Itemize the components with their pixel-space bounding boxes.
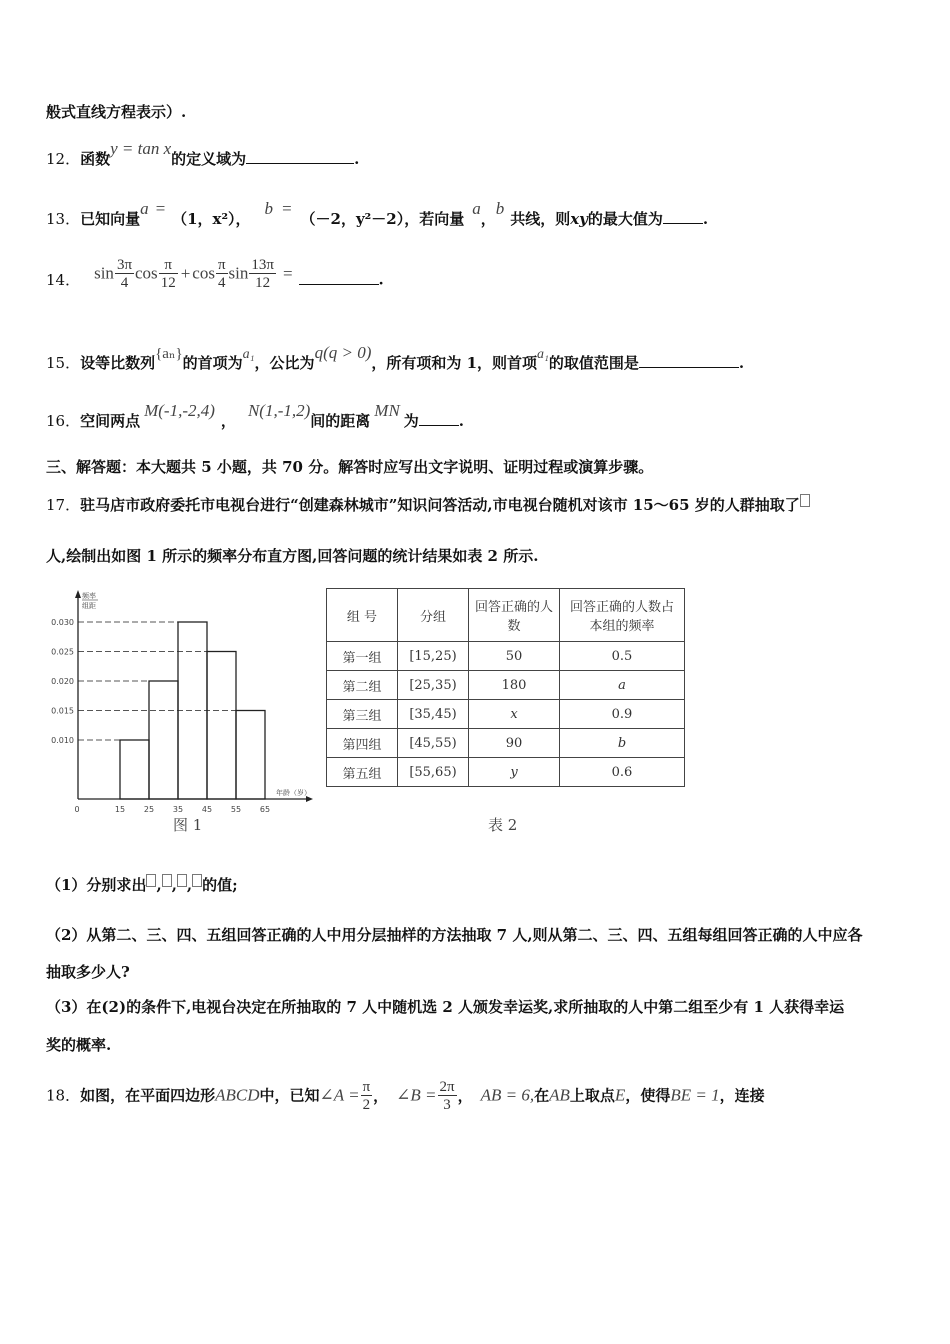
part-1-text2: 的值; <box>202 876 238 894</box>
x-tick-label: 45 <box>201 805 213 814</box>
histogram-bar <box>236 711 265 800</box>
placeholder-box-icon <box>192 874 202 887</box>
q18-frac-A: $\frac{\pi}{2}$ <box>362 1079 371 1113</box>
q14-eq: = <box>282 263 293 283</box>
table-cell: x <box>469 700 560 729</box>
q18-text3: 在 <box>534 1086 550 1105</box>
question-16 <box>46 401 465 431</box>
q13-eq2: = <box>281 199 293 218</box>
q18-angle-B: ∠B = <box>396 1085 437 1105</box>
table-header-cell: 分组 <box>398 589 469 642</box>
q12-text: 函数 <box>80 150 111 168</box>
table-cell: 第三组 <box>327 700 398 729</box>
q18-text1: 如图，在平面四边形 <box>80 1086 216 1105</box>
q18-AB2: AB <box>549 1085 570 1105</box>
q15-text2: 的首项为 <box>182 354 243 372</box>
y-axis-label-top: 频率 <box>82 592 96 600</box>
placeholder-box-icon <box>177 874 187 887</box>
q18-comma2: ， <box>457 1086 473 1105</box>
table-2-caption: 表 2 <box>488 816 518 834</box>
histogram-bar <box>149 681 178 799</box>
q13-text4: 共线，则 <box>510 210 571 228</box>
q13-period: . <box>702 210 709 228</box>
q14-sin1: sin <box>94 263 114 283</box>
q18-text4: 上取点 <box>569 1086 615 1105</box>
table-header-cell: 回答正确的人数占本组的频率 <box>560 589 685 642</box>
q13-vector-a2: a <box>472 199 481 218</box>
q18-text5: ，使得 <box>625 1086 671 1105</box>
table-cell: [35,45) <box>398 700 469 729</box>
table-cell: b <box>560 729 685 758</box>
part-3-line1: （3）在(2)的条件下,电视台决定在所抽取的 7 人中随机选 2 人颁发幸运奖,求所抽取的人中第二组至少有 1 人获得幸运 <box>46 998 845 1016</box>
table-cell: y <box>469 758 560 787</box>
y-axis-arrow-icon <box>75 590 81 598</box>
figure-1-caption: 图 1 <box>173 816 203 834</box>
q18-ABCD: ABCD <box>215 1085 260 1105</box>
q12-number: 12． <box>46 150 81 168</box>
table-cell: 第四组 <box>327 729 398 758</box>
q15-text4: ，所有项和为 1，则首项 <box>371 354 538 372</box>
table-header-cell: 回答正确的人数 <box>469 589 560 642</box>
q13-comma: ， <box>480 210 496 228</box>
y-tick-label: 0.015 <box>51 706 74 716</box>
text-line-top: 般式直线方程表示）. <box>46 103 187 121</box>
q16-text1: 空间两点 <box>80 412 141 430</box>
q16-blank[interactable] <box>419 411 459 426</box>
q15-text5: 的取值范围是 <box>548 354 639 372</box>
x-tick-label: 55 <box>230 805 242 814</box>
y-tick-label: 0.010 <box>51 736 74 745</box>
q14-blank[interactable] <box>299 270 379 285</box>
q13-number: 13． <box>46 210 81 228</box>
q17-text1: 驻马店市政府委托市电视台进行“创建森林城市”知识问答活动,市电视台随机对该市 15～65 岁的人群抽取了 <box>80 496 800 514</box>
q18-number: 18． <box>46 1086 81 1105</box>
x-tick-label: 0 <box>74 805 80 814</box>
table-cell: 第二组 <box>327 671 398 700</box>
section-3-heading: 三、解答题：本大题共 5 小题，共 70 分。解答时应写出文字说明、证明过程或演算步骤。 <box>46 458 654 476</box>
q16-period: . <box>458 412 465 430</box>
q12-math: y = tan x <box>110 139 172 158</box>
table-row <box>327 700 685 729</box>
table-cell: [15,25) <box>398 642 469 671</box>
q14-number: 14． <box>46 270 81 289</box>
q13-text5: 的最大值为 <box>587 210 663 228</box>
table-cell: 0.9 <box>560 700 685 729</box>
x-tick-label: 35 <box>172 805 184 814</box>
table-row <box>327 642 685 671</box>
q14-frac1: $\frac{3\pi}{4}$ <box>116 257 133 291</box>
q15-seq: {aₙ} <box>155 346 183 362</box>
part-3-line2: 奖的概率. <box>46 1036 112 1054</box>
q16-MN: MN <box>374 401 400 420</box>
table-row <box>327 671 685 700</box>
table-cell: 90 <box>469 729 560 758</box>
y-axis-label-bottom: 组距 <box>82 602 96 610</box>
part-1-text: （1）分别求出 <box>46 876 147 894</box>
question-14 <box>46 258 384 291</box>
q12-blank[interactable] <box>246 149 354 164</box>
q14-cos1: cos <box>135 263 158 283</box>
y-tick-label: 0.030 <box>51 618 74 627</box>
part-1: （1）分别求出 , , , 的值; <box>46 876 238 894</box>
question-18 <box>46 1080 765 1113</box>
table-cell: 第五组 <box>327 758 398 787</box>
q15-a1: a₁ <box>242 347 255 362</box>
q18-comma1: ， <box>373 1086 389 1105</box>
q13-eq1: = <box>154 199 167 218</box>
q13-text3: （－2，y²－2），若向量 <box>300 210 465 228</box>
x-tick-label: 65 <box>259 805 271 814</box>
table-cell: [55,65) <box>398 758 469 787</box>
q13-vector-b: b <box>264 199 274 218</box>
q13-xy: xy <box>570 210 588 228</box>
q15-period: . <box>738 354 745 372</box>
q14-plus: + <box>180 263 191 283</box>
q18-text2: 中，已知 <box>259 1086 320 1105</box>
q15-q: q(q > 0) <box>314 343 372 362</box>
q15-text3: ，公比为 <box>254 354 315 372</box>
statistics-table <box>326 588 685 787</box>
table-row <box>327 758 685 787</box>
question-15 <box>46 343 745 373</box>
q18-AB: AB = 6, <box>480 1085 535 1105</box>
question-13 <box>46 199 709 229</box>
histogram-bar <box>207 652 236 800</box>
question-17-line2: 人,绘制出如图 1 所示的频率分布直方图,回答问题的统计结果如表 2 所示. <box>46 547 539 565</box>
placeholder-box-icon <box>162 874 172 887</box>
histogram-bar <box>120 740 149 799</box>
table-header-cell: 组 号 <box>327 589 398 642</box>
q12-text2: 的定义域为 <box>171 150 247 168</box>
q15-blank[interactable] <box>639 353 739 368</box>
table-cell: [45,55) <box>398 729 469 758</box>
q13-vector-b2: b <box>495 199 505 218</box>
q18-angle-A: ∠A = <box>319 1085 360 1105</box>
table-cell: a <box>560 671 685 700</box>
q13-text2: （1，x²）， <box>172 210 251 228</box>
table-header-row <box>327 589 685 642</box>
q14-period: . <box>378 270 384 289</box>
x-tick-label: 15 <box>114 805 126 814</box>
q16-N: N(1,-1,2) <box>247 401 311 420</box>
question-17-line1 <box>46 494 810 515</box>
q15-a1-2: a₁ <box>537 347 549 362</box>
q16-number: 16． <box>46 412 81 430</box>
q14-frac3: $\frac{\pi}{4}$ <box>217 257 226 291</box>
part-2-line1: （2）从第二、三、四、五组回答正确的人中用分层抽样的方法抽取 7 人,则从第二、三、四、五组每组回答正确的人中应各 <box>46 926 863 944</box>
x-axis-label: 年龄（岁） <box>276 789 311 797</box>
q18-E: E <box>614 1085 626 1105</box>
q13-blank[interactable] <box>663 209 703 224</box>
placeholder-box-icon <box>146 874 156 887</box>
q14-sin2: sin <box>228 263 249 283</box>
q13-text1: 已知向量 <box>80 210 141 228</box>
q14-frac2: $\frac{\pi}{12}$ <box>160 257 176 291</box>
q16-text3: 为 <box>403 412 419 430</box>
y-tick-label: 0.020 <box>51 677 74 686</box>
table-cell: 0.6 <box>560 758 685 787</box>
q13-vector-a: a <box>140 199 149 218</box>
q15-text1: 设等比数列 <box>80 354 156 372</box>
table-cell: 0.5 <box>560 642 685 671</box>
frequency-histogram <box>48 584 318 836</box>
table-cell: 第一组 <box>327 642 398 671</box>
q16-text2: 间的距离 <box>310 412 371 430</box>
q16-M: M(-1,-2,4) <box>144 401 215 420</box>
x-tick-label: 25 <box>143 805 155 814</box>
part-2-line2: 抽取多少人? <box>46 963 130 981</box>
q16-comma: ， <box>220 412 236 430</box>
q18-BE: BE = 1 <box>670 1085 720 1105</box>
q14-cos2: cos <box>192 263 215 283</box>
table-cell: 50 <box>469 642 560 671</box>
q17-number: 17． <box>46 496 81 514</box>
question-12 <box>46 139 360 169</box>
q12-period: . <box>354 150 360 168</box>
table-cell: [25,35) <box>398 671 469 700</box>
q18-frac-B: $\frac{2\pi}{3}$ <box>439 1079 455 1113</box>
q15-number: 15． <box>46 354 81 372</box>
placeholder-box-icon <box>800 494 810 507</box>
table-row <box>327 729 685 758</box>
y-tick-label: 0.025 <box>51 647 74 657</box>
table-cell: 180 <box>469 671 560 700</box>
q18-text6: ，连接 <box>719 1086 765 1105</box>
q14-frac4: $\frac{13\pi}{12}$ <box>251 257 274 291</box>
